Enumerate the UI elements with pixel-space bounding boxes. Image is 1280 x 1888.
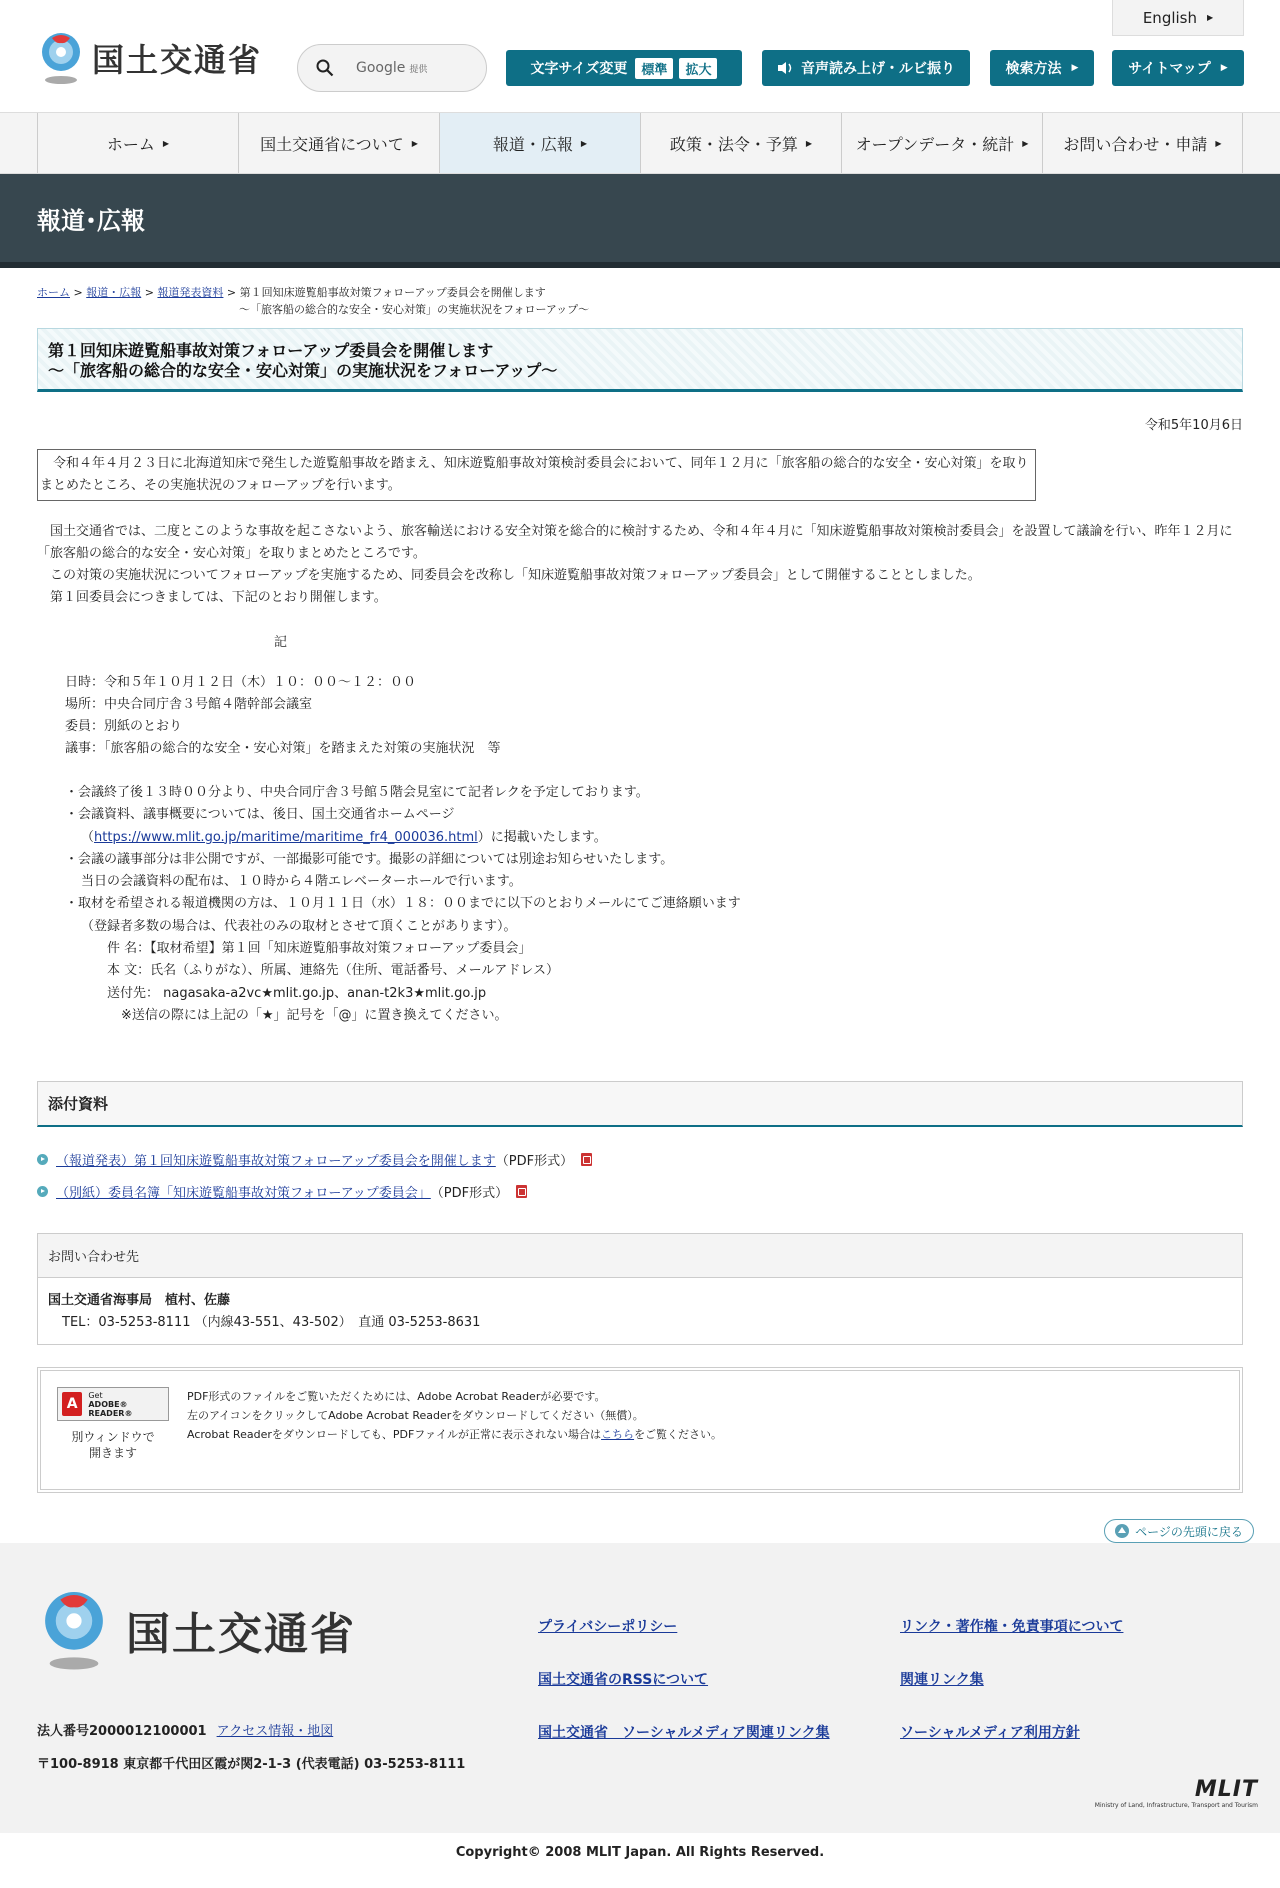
footer-links-col2 xyxy=(900,1601,1123,1760)
logo-text: 国土交通省 xyxy=(92,41,263,79)
breadcrumb-press[interactable]: 報道・広報 xyxy=(86,286,142,299)
speaker-icon xyxy=(777,61,795,75)
site-footer xyxy=(0,1543,1280,1833)
related-links-link[interactable]: 関連リンク集 xyxy=(900,1672,984,1689)
site-logo[interactable] xyxy=(36,30,262,86)
font-size-large-button[interactable]: 拡大 xyxy=(679,58,717,79)
footer-logo[interactable]: 国土交通省 xyxy=(36,1587,356,1673)
copyright: Copyright© 2008 MLIT Japan. All Rights Reserved. xyxy=(0,1833,1280,1871)
breadcrumb-releases[interactable]: 報道発表資料 xyxy=(157,286,224,299)
voice-reading-button[interactable]: 音声読み上げ・ルビ振り xyxy=(762,50,970,86)
attachments-heading: 添付資料 xyxy=(37,1081,1243,1127)
rss-link[interactable]: 国土交通省のRSSについて xyxy=(538,1672,709,1689)
page-title: 第１回知床遊覧船事故対策フォローアップ委員会を開催します ～「旅客船の総合的な安全・安心対策」の実施状況をフォローアップ～ xyxy=(37,328,1243,392)
breadcrumb-current-sub: ～「旅客船の総合的な安全・安心対策」の実施状況をフォローアップ～ xyxy=(239,303,590,316)
attachment-link-roster[interactable]: （別紙）委員名簿「知床遊覧船事故対策フォローアップ委員会」 xyxy=(56,1185,431,1201)
footer-info: 法人番号2000012100001 アクセス情報・地図 〒100-8918 東京都千代田区霞が関2-1-3 (代表電話) 03-5253-8111 xyxy=(37,1715,465,1781)
meeting-members: 委員：別紙のとおり xyxy=(65,719,183,734)
contact-heading: お問い合わせ先 xyxy=(38,1234,1242,1278)
publish-date: 令和5年10月6日 xyxy=(1144,418,1243,433)
breadcrumb-current: 第１回知床遊覧船事故対策フォローアップ委員会を開催します xyxy=(239,286,546,299)
main-content xyxy=(0,284,1280,1493)
mlit-wordmark: MLIT Ministry of Land, Infrastructure, Transport and Tourism xyxy=(1094,1777,1258,1810)
search-brand: Google 提供 xyxy=(356,60,428,76)
nav-home[interactable]: ホーム ▶ xyxy=(37,113,238,173)
mail-subject: 件 名：【取材希望】第１回「知床遊覧船事故対策フォローアップ委員会」 xyxy=(107,941,532,957)
privacy-policy-link[interactable]: プライバシーポリシー xyxy=(538,1619,678,1636)
search-method-button[interactable]: 検索方法 ▶ xyxy=(990,50,1094,86)
breadcrumb: ホーム > 報道・広報 > 報道発表資料 > 第１回知床遊覧船事故対策フォローアップ委員会を開催します ～「旅客船の総合的な安全・安心対策」の実施状況をフォローアップ～ xyxy=(37,284,1243,318)
body-paragraphs: 国土交通省では、二度とこのような事故を起こさないよう、旅客輸送における安全対策を総合的に検討するため、令和４年４月に「知床遊覧船事故対策検討委員会」を設置して議論を行い、昨年１２月に「旅客船の総合的な安全・安心対策」を取りまとめたところです。 この対策の実施状況についてフォローアップを実施するため、同委員会を改称し「知床遊覧船事故対策フォローアップ委員会」として開催することとしました。 第１回委員会につきましては、下記のとおり開催します。 xyxy=(37,524,1233,605)
site-header xyxy=(0,0,1280,112)
mlit-logo-icon xyxy=(36,30,86,86)
global-nav xyxy=(0,112,1280,174)
arrow-right-icon: ▶ xyxy=(162,138,170,148)
page-banner: 報道･広報 xyxy=(0,174,1280,268)
meeting-place: 場所：中央合同庁舎３号館４階幹部会議室 xyxy=(65,697,313,712)
materials-link[interactable]: https://www.mlit.go.jp/maritime/maritime_fr4_000036.html xyxy=(94,829,478,845)
social-policy-link[interactable]: ソーシャルメディア利用方針 xyxy=(900,1725,1080,1742)
arrow-right-icon: ▶ xyxy=(1215,138,1222,148)
attachments-list xyxy=(37,1143,1243,1207)
pdf-icon xyxy=(581,1153,592,1166)
arrow-up-icon xyxy=(1115,1524,1129,1538)
arrow-right-icon: ▶ xyxy=(805,138,813,148)
contact-box xyxy=(37,1233,1243,1345)
adobe-reader-icon: A xyxy=(62,1392,82,1416)
nav-contact[interactable]: お問い合わせ・申請 ▶ xyxy=(1042,113,1243,173)
font-size-label: 文字サイズ変更 xyxy=(530,61,628,77)
font-size-standard-button[interactable]: 標準 xyxy=(635,58,673,79)
copyright-disclaimer-link[interactable]: リンク・著作権・免責事項について xyxy=(900,1619,1124,1636)
access-map-link[interactable]: アクセス情報・地図 xyxy=(216,1724,334,1740)
arrow-right-icon: ▶ xyxy=(1022,138,1029,148)
meeting-datetime: 日時：令和５年１０月１２日（木）１０：００～１２：００ xyxy=(65,675,417,690)
arrow-right-icon: ▶ xyxy=(580,138,588,148)
arrow-right-icon: ▶ xyxy=(411,138,418,148)
list-item: （別紙）委員名簿「知床遊覧船事故対策フォローアップ委員会」 （PDF形式） xyxy=(37,1175,1243,1207)
search-icon[interactable] xyxy=(316,59,334,77)
attachment-link-press[interactable]: （報道発表）第１回知床遊覧船事故対策フォローアップ委員会を開催します xyxy=(56,1153,496,1169)
page-top-button[interactable]: ページの先頭に戻る xyxy=(1104,1519,1254,1543)
pdf-icon xyxy=(516,1185,527,1198)
meeting-agenda: 議事：「旅客船の総合的な安全・安心対策」を踏まえた対策の実施状況 等 xyxy=(65,741,501,756)
mail-to: 送付先： nagasaka-a2vc★mlit.go.jp、anan-t2k3★mlit.go.jp xyxy=(107,985,487,1001)
breadcrumb-home[interactable]: ホーム xyxy=(37,286,70,299)
site-search[interactable] xyxy=(297,44,487,92)
contact-tel: TEL：03-5253-8111 （内線43-551、43-502） 直通 03-5253-8631 xyxy=(62,1315,481,1331)
acrobat-caption: 別ウィンドウで 開きます xyxy=(71,1430,155,1461)
social-links-link[interactable]: 国土交通省 ソーシャルメディア関連リンク集 xyxy=(538,1725,830,1742)
summary-box: 令和４年４月２３日に北海道知床で発生した遊覧船事故を踏まえ、知床遊覧船事故対策検討委員会において、同年１２月に「旅客船の総合的な安全・安心対策」を取りまとめたところ、その実施状況のフォローアップを行います。 xyxy=(37,449,1036,501)
nav-press[interactable]: 報道・広報 ▶ xyxy=(439,113,640,173)
list-item: （報道発表）第１回知床遊覧船事故対策フォローアップ委員会を開催します （PDF形式） xyxy=(37,1143,1243,1175)
meeting-details xyxy=(37,672,1243,760)
sitemap-button[interactable]: サイトマップ ▶ xyxy=(1112,50,1244,86)
nav-opendata[interactable]: オープンデータ・統計 ▶ xyxy=(841,113,1042,173)
nav-about[interactable]: 国土交通省について ▶ xyxy=(238,113,439,173)
mail-body: 本 文：氏名（ふりがな）、所属、連絡先（住所、電話番号、メールアドレス） xyxy=(107,963,559,979)
bullet-arrow-icon xyxy=(37,1186,48,1197)
get-adobe-reader-button[interactable]: A Get ADOBE® READER® xyxy=(57,1387,169,1421)
acrobat-notice xyxy=(37,1367,1243,1493)
ki-mark: 記 xyxy=(274,635,288,650)
mlit-logo-icon xyxy=(36,1587,112,1673)
footer-address: 〒100-8918 東京都千代田区霞が関2-1-3 (代表電話) 03-5253-8111 xyxy=(37,1757,466,1773)
contact-name: 国土交通省海事局 植村、佐藤 xyxy=(48,1293,231,1309)
meeting-notes: ・会議終了後１３時００分より、中央合同庁舎３号館５階会見室にて記者レクを予定しております。 ・会議資料、議事概要については、後日、国土交通省ホームページ （https://www.mlit.go.jp/maritime/maritime_fr4_000036.html）に掲載いたします。 ・会議の議事部分は非公開ですが、一部撮影可能です。撮影の詳細については別途お知らせいたします。 当日の会議資料の配布は、１０時から４階エレベーターホールで行います。 ・取材を希望される報道機関の方は、１０月１１日（水）１８：００までに以下のとおりメールにてご連絡願います （登録者多数の場合は、代表社のみの取材とさせて頂くことがあります）。 件 名：【取材希望】第１回「知床遊覧船事故対策フォローアップ委員会」 本 文：氏名（ふりがな）、所属、連絡先（住所、電話番号、メールアドレス） 送付先： nagasaka-a2vc★mlit.go.jp、anan-t2k3★mlit.go.jp ※送信の際には上記の「★」記号を「@」に置き換えてください。 xyxy=(37,782,1243,1027)
bullet-arrow-icon xyxy=(37,1154,48,1165)
mail-note: ※送信の際には上記の「★」記号を「@」に置き換えてください。 xyxy=(121,1007,508,1023)
font-size-control xyxy=(506,50,742,86)
acrobat-help-link[interactable]: こちら xyxy=(601,1428,635,1442)
arrow-right-icon: ▶ xyxy=(1071,63,1079,73)
acrobat-text: PDF形式のファイルをご覧いただくためには、Adobe Acrobat Readerが必要です。 左のアイコンをクリックしてAdobe Acrobat Readerをダウンロードしてください（無償）。 Acrobat Readerをダウンロードしても、PDFファイルが正常に表示されない場合はこちらをご覧ください。 xyxy=(187,1390,723,1442)
nav-policy[interactable]: 政策・法令・予算 ▶ xyxy=(640,113,841,173)
english-link[interactable]: English ▶ xyxy=(1112,0,1244,36)
arrow-right-icon: ▶ xyxy=(1220,63,1228,73)
footer-links-col1 xyxy=(538,1601,830,1760)
